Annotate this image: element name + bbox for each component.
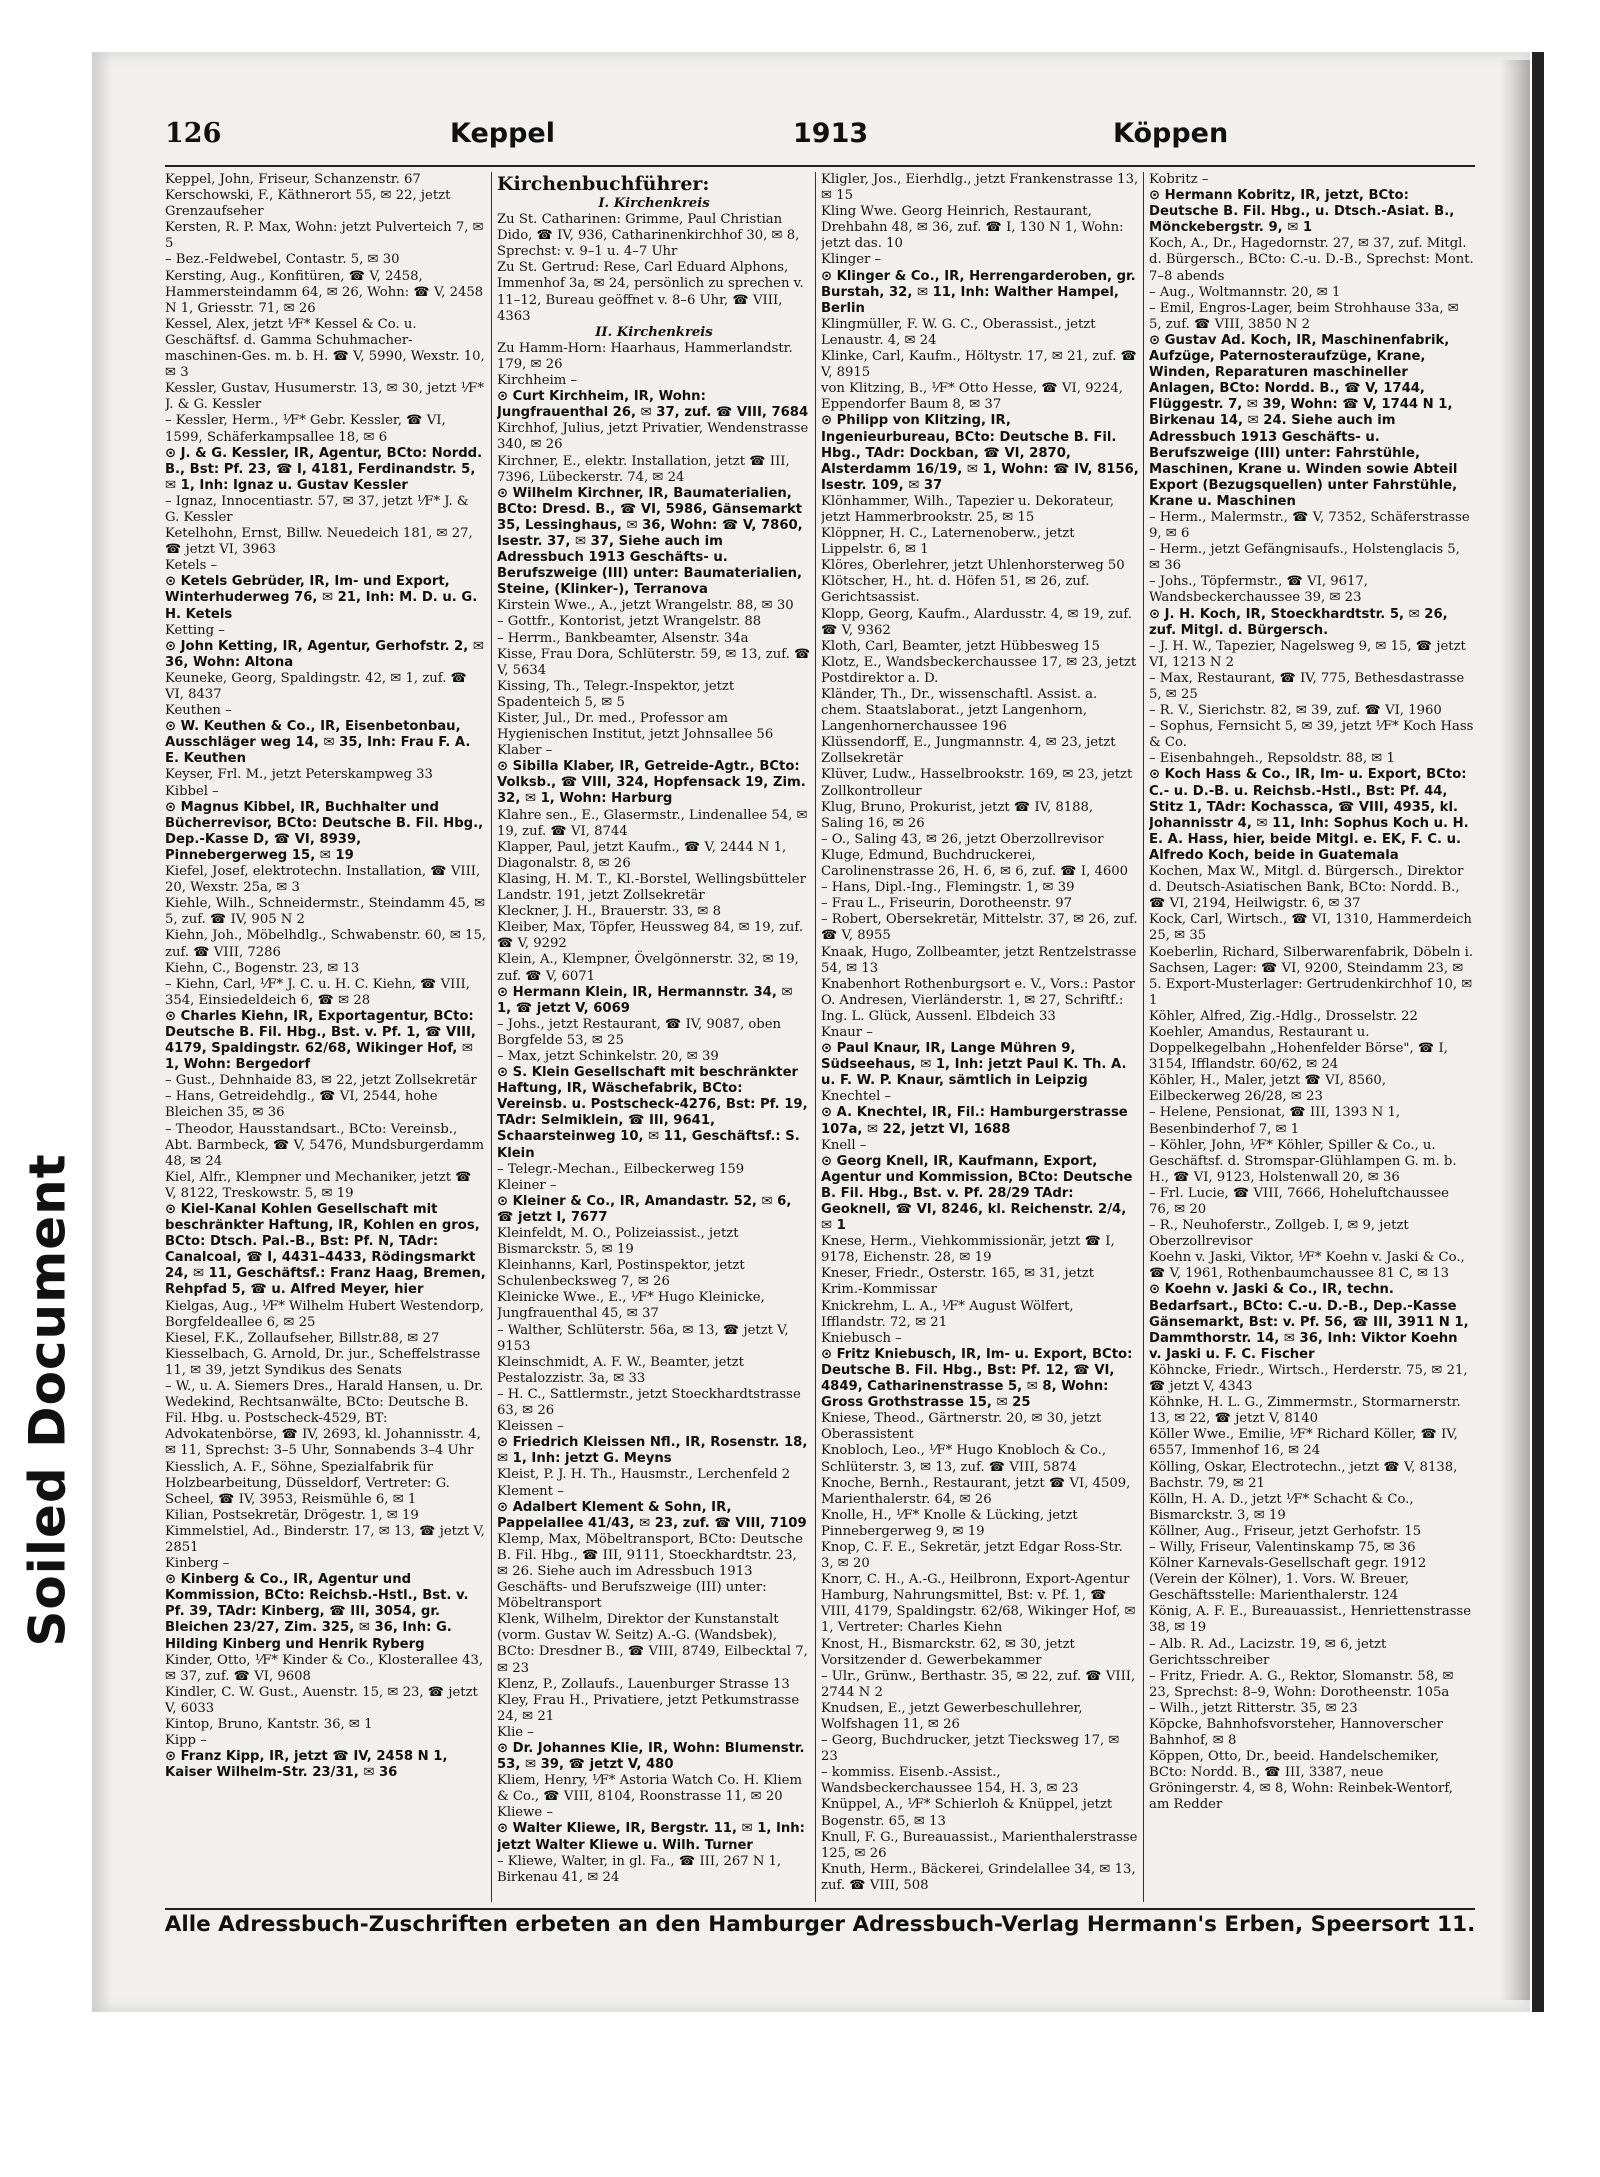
section-subheading: I. Kirchenkreis: [598, 196, 710, 211]
page-number: 126: [165, 118, 222, 149]
directory-entry: Knuth, Herm., Bäckerei, Grindelallee 34, ✉ 13, zuf. ☎ VIII, 508: [821, 1861, 1136, 1893]
directory-entry: Klingmüller, F. W. G. C., Oberassist., jetzt Lenaustr. 4, ✉ 24: [821, 316, 1096, 348]
section-heading: Kirchenbuchführer:: [497, 173, 710, 195]
column-1: [165, 172, 487, 1908]
directory-entry: Köppen, Otto, Dr., beeid. Handelschemiker, BCto: Nordd. B., ☎ III, 3387, neue Gröningerstr. 4, ✉ 8, Wohn: Reinbek-Wentorf, am Redder: [1149, 1749, 1453, 1813]
directory-entry: Kniebusch –: [821, 1330, 902, 1346]
directory-entry: ⊙ Franz Kipp, IR, jetzt ☎ IV, 2458 N 1, Kaiser Wilhelm-Str. 23/31, ✉ 36: [165, 1749, 448, 1781]
column-3: [821, 172, 1139, 1908]
directory-entry: ⊙ Magnus Kibbel, IR, Buchhalter und Bücherrevisor, BCto: Deutsche B. Fil. Hbg., Dep.-Kasse D, ☎ VI, 8939, Pinnebergerweg 15, ✉ 19: [165, 799, 484, 863]
directory-entry: Klemp, Max, Möbeltransport, BCto: Deutsche B. Fil. Hbg., ☎ III, 9111, Stoeckhardtstr. 23, ✉ 26. Siehe auch im Adressbuch 1913 Geschäfts- und Berufszweige (III) unter: Möbeltransport: [497, 1531, 803, 1612]
directory-entry: Knorr, C. H., A.-G., Heilbronn, Export-Agentur Hamburg, Nahrungsmittel, Bst: v. Pf. 1, ☎ VIII, 4179, Spaldingstr. 62/68, Wikinger Hof, ✉ 1, Vertreter: Charles Kiehn: [821, 1572, 1136, 1636]
directory-entry: – Max, jetzt Schinkelstr. 20, ✉ 39: [497, 1048, 719, 1064]
directory-entry: Ketelhohn, Ernst, Billw. Neuedeich 181, ✉ 27, ☎ jetzt VI, 3963: [165, 526, 473, 558]
directory-entry: – H. C., Sattlermstr., jetzt Stoeckhardtstrasse 63, ✉ 26: [497, 1386, 801, 1419]
directory-entry: ⊙ John Ketting, IR, Agentur, Gerhofstr. 2, ✉ 36, Wohn: Altona: [165, 638, 484, 670]
directory-entry: Klöppner, H. C., Laternenoberw., jetzt Lippelstr. 6, ✉ 1: [821, 526, 1075, 558]
directory-entry: Kiefel, Josef, elektrotechn. Installation, ☎ VIII, 20, Wexstr. 25a, ✉ 3: [165, 864, 481, 896]
directory-entry: Klement –: [497, 1483, 564, 1499]
directory-entry: Zu St. Catharinen: Grimme, Paul Christian Dido, ☎ IV, 936, Catharinenkirchhof 30, ✉ 8, Sprechst: v. 9–1 u. 4–7 Uhr: [497, 212, 800, 260]
directory-entry: Knudsen, E., jetzt Gewerbeschullehrer, Wolfshagen 11, ✉ 26: [821, 1700, 1083, 1732]
directory-entry: ⊙ Philipp von Klitzing, IR, Ingenieurbureau, BCto: Deutsche B. Fil. Hbg., TAdr: Dockban, ☎ VI, 2870, Alsterdamm 16/19, ✉ 1, Wohn: ☎ IV, 8156, Isestr. 109, ✉ 37: [821, 413, 1139, 493]
directory-entry: Knickrehm, L. A., ⅟F* August Wölfert, Ifflandstr. 72, ✉ 21: [821, 1298, 1074, 1330]
directory-entry: Kister, Jul., Dr. med., Professor am Hygienischen Institut, jetzt Johnsallee 56: [497, 711, 774, 743]
directory-entry: – Helene, Pensionat, ☎ III, 1393 N 1, Besenbinderhof 7, ✉ 1: [1149, 1105, 1401, 1137]
directory-entry: Kirchheim –: [497, 373, 578, 389]
directory-entry: Kleinicke Wwe., E., ⅟F* Hugo Kleinicke, Jungfrauenthal 45, ✉ 37: [497, 1290, 765, 1322]
directory-entry: Kimmelstiel, Ad., Binderstr. 17, ✉ 13, ☎ jetzt V, 2851: [165, 1523, 485, 1555]
directory-entry: Kligler, Jos., Eierhdlg., jetzt Frankenstrasse 13, ✉ 15: [821, 172, 1139, 204]
directory-entry: Kling Wwe. Georg Heinrich, Restaurant, Drehbahn 48, ✉ 36, zuf. ☎ I, 130 N 1, Wohn: jetzt das. 10: [821, 204, 1124, 252]
directory-entry: Keuneke, Georg, Spaldingstr. 42, ✉ 1, zuf. ☎ VI, 8437: [165, 670, 467, 702]
directory-entry: – Kessler, Herm., ⅟F* Gebr. Kessler, ☎ VI, 1599, Schäferkampsallee 18, ✉ 6: [165, 413, 446, 445]
directory-entry: Köpcke, Bahnhofsvorsteher, Hannoverscher Bahnhof, ✉ 8: [1149, 1717, 1443, 1749]
directory-entry: – W., u. A. Siemers Dres., Harald Hansen, u. Dr. Wedekind, Rechtsanwälte, BCto: Deutsche B. Fil. Hbg. u. Postscheck-4529, BT: Advokatenbörse, ☎ IV, 2693, kl. Johannisstr. 4, ✉ 11, Sprechst: 3–5 Uhr, Sonnabends 3–4 Uhr: [165, 1379, 484, 1459]
watermark-text: Soiled Document: [19, 1153, 78, 1647]
directory-entry: ⊙ Wilhelm Kirchner, IR, Baumaterialien, BCto: Dresd. B., ☎ VI, 5986, Gänsemarkt 35, Lessinghaus, ✉ 36, Wohn: ☎ V, 7860, Isestr. 37, ✉ 37, Siehe auch im Adressbuch 1913 Geschäfts- u. Berufszweige (III) unter: Baumaterialien, Steine, (Klinker-), Terranova: [497, 485, 803, 598]
footer-rule: [165, 1908, 1475, 1910]
directory-entry: Kley, Frau H., Privatiere, jetzt Petkumstrasse 24, ✉ 21: [497, 1692, 800, 1724]
directory-entry: Kliem, Henry, ⅟F* Astoria Watch Co. H. Kliem & Co., ☎ VIII, 8104, Roonstrasse 11, ✉ 20: [497, 1773, 802, 1805]
directory-entry: ⊙ Kinberg & Co., IR, Agentur und Kommission, BCto: Reichsb.-Hstl., Bst. v. Pf. 39, TAdr: Kinberg, ☎ III, 3054, gr. Bleichen 23/27, Zim. 325, ✉ 36, Inh: G. Hilding Kinberg und Henrik Ryberg: [165, 1572, 469, 1652]
directory-entry: ⊙ J. & G. Kessler, IR, Agentur, BCto: Nordd. B., Bst: Pf. 23, ☎ I, 4181, Ferdinandstr. 5, ✉ 1, Inh: Ignaz u. Gustav Kessler: [165, 445, 483, 493]
directory-entry: ⊙ Gustav Ad. Koch, IR, Maschinenfabrik, Aufzüge, Paternosteraufzüge, Krane, Winden, Reparaturen maschineller Anlagen, BCto: Nordd. B., ☎ V, 1744, Flüggestr. 7, ✉ 39, Wohn: ☎ V, 1744 N 1, Birkenau 14, ✉ 24. Siehe auch im Adressbuch 1913 Geschäfts- u. Berufszweige (III) unter: Fahrstühle, Maschinen, Krane u. Winden sowie Abteil Export (Bezugsquellen) unter Fahrstühle, Krane u. Maschinen: [1149, 332, 1458, 509]
directory-entry: – Kliewe, Walter, in gl. Fa., ☎ III, 267 N 1, Birkenau 41, ✉ 24: [497, 1853, 782, 1885]
directory-entry: Kessler, Gustav, Husumerstr. 13, ✉ 30, jetzt ⅟F* J. & G. Kessler: [165, 381, 484, 413]
directory-entry: Koch, A., Dr., Hagedornstr. 27, ✉ 37, zuf. Mitgl. d. Bürgersch., BCto: C.-u. D.-B., Sprechst: Mont. 7–8 abends: [1149, 236, 1474, 284]
directory-entry: Klenk, Wilhelm, Direktor der Kunstanstalt (vorm. Gustav W. Seitz) A.-G. (Wandsbek), BCto: Dresdner B., ☎ VIII, 8749, Eilbecktal 7, ✉ 23: [497, 1612, 808, 1676]
directory-entry: Kipp –: [165, 1733, 207, 1749]
directory-entry: Kiehn, Joh., Möbelhdlg., Schwabenstr. 60, ✉ 15, zuf. ☎ VIII, 7286: [165, 928, 487, 960]
directory-entry: Kleinschmidt, A. F. W., Beamter, jetzt Pestalozzistr. 3a, ✉ 33: [497, 1354, 744, 1386]
directory-entry: – Emil, Engros-Lager, beim Strohhause 33a, ✉ 5, zuf. ☎ VIII, 3850 N 2: [1149, 300, 1459, 332]
section-subheading: II. Kirchenkreis: [595, 324, 713, 340]
directory-entry: Klein, A., Klempner, Övelgönnerstr. 32, ✉ 19, zuf. ☎ V, 6071: [497, 952, 799, 984]
directory-entry: – Walther, Schlüterstr. 56a, ✉ 13, ☎ jetzt V, 9153: [497, 1322, 789, 1354]
directory-entry: Kochen, Max W., Mitgl. d. Bürgersch., Direktor d. Deutsch-Asiatischen Bank, BCto: Nordd. B., ☎ VI, 2194, Heilwigstr. 6, ✉ 37: [1149, 864, 1464, 912]
directory-entry: Knaur –: [821, 1024, 873, 1040]
directory-entry: Koehler, Amandus, Restaurant u. Doppelkegelbahn „Hohenfelder Börse", ☎ I, 3154, Ifflandstr. 60/62, ✉ 24: [1149, 1024, 1448, 1073]
directory-entry: Köhler, H., Maler, jetzt ☎ VI, 8560, Eilbeckerweg 26/28, ✉ 23: [1149, 1073, 1387, 1105]
directory-entry: ⊙ Georg Knell, IR, Kaufmann, Export, Agentur und Kommission, BCto: Deutsche B. Fil. Hbg., Bst. v. Pf. 28/29 TAdr: Geoknell, ☎ VI, 8246, kl. Reichenstr. 2/4, ✉ 1: [821, 1153, 1133, 1234]
directory-entry: Klönhammer, Wilh., Tapezier u. Dekorateur, jetzt Hammerbrookstr. 25, ✉ 15: [821, 493, 1115, 525]
directory-entry: Köhnke, H. L. G., Zimmermstr., Stormarnerstr. 13, ✉ 22, ☎ jetzt V, 8140: [1149, 1395, 1461, 1427]
directory-entry: Klasing, H. M. T., Kl.-Borstel, Wellingsbütteler Landstr. 191, jetzt Zollsekretär: [497, 871, 806, 904]
directory-entry: Kissing, Th., Telegr.-Inspektor, jetzt Spadenteich 5, ✉ 5: [497, 678, 735, 710]
directory-entry: ⊙ S. Klein Gesellschaft mit beschränkter Haftung, IR, Wäschefabrik, BCto: Vereinsb. u. Postscheck-4276, Bst: Pf. 19, TAdr: Selmiklein, ☎ III, 9641, Schaarsteinweg 10, ✉ 11, Geschäftsf.: S. Klein: [497, 1065, 808, 1161]
directory-entry: Klenz, P., Zollaufs., Lauenburger Strasse 13: [497, 1676, 790, 1692]
directory-entry: Klöres, Oberlehrer, jetzt Uhlenhorsterweg 50: [821, 558, 1125, 574]
directory-entry: Kneser, Friedr., Osterstr. 165, ✉ 31, jetzt Krim.-Kommissar: [821, 1266, 1094, 1298]
directory-entry: Kniese, Theod., Gärtnerstr. 20, ✉ 30, jetzt Oberassistent: [821, 1411, 1102, 1443]
directory-entry: Kölln, H. A. D., jetzt ⅟F* Schacht & Co., Bismarckstr. 3, ✉ 19: [1149, 1491, 1414, 1523]
directory-entry: Kleckner, J. H., Brauerstr. 33, ✉ 8: [497, 904, 722, 920]
directory-entry: König, A. F. E., Bureauassist., Henriettenstrasse 38, ✉ 19: [1149, 1604, 1472, 1636]
directory-entry: Kersten, R. P. Max, Wohn: jetzt Pulverteich 7, ✉ 5: [165, 220, 484, 252]
directory-entry: ⊙ Hermann Kobritz, IR, jetzt, BCto: Deutsche B. Fil. Hbg., u. Dtsch.-Asiat. B., Mönckebergstr. 9, ✉ 1: [1149, 188, 1455, 236]
directory-entry: Klötscher, H., ht. d. Höfen 51, ✉ 26, zuf. Gerichtsassist.: [821, 574, 1090, 606]
directory-entry: Kleiber, Max, Töpfer, Heussweg 84, ✉ 19, zuf. ☎ V, 9292: [497, 920, 804, 952]
directory-entry: Klopp, Georg, Kaufm., Alardusstr. 4, ✉ 19, zuf. ☎ V, 9362: [821, 606, 1132, 638]
directory-entry: – Aug., Woltmannstr. 20, ✉ 1: [1149, 284, 1341, 300]
directory-entry: Klapper, Paul, jetzt Kaufm., ☎ V, 2444 N 1, Diagonalstr. 8, ✉ 26: [497, 839, 787, 871]
directory-entry: Klüssendorff, E., Jungmannstr. 4, ✉ 23, jetzt Zollsekretär: [821, 735, 1116, 767]
directory-entry: ⊙ J. H. Koch, IR, Stoeckhardtstr. 5, ✉ 26, zuf. Mitgl. d. Bürgersch.: [1149, 606, 1448, 638]
watermark: [8, 1140, 88, 1660]
directory-entry: ⊙ Ketels Gebrüder, IR, Im- und Export, Winterhuderweg 76, ✉ 21, Inh: M. D. u. G. H. Ketels: [165, 574, 478, 622]
directory-entry: – R. V., Sierichstr. 82, ✉ 39, zuf. ☎ VI, 1960: [1149, 703, 1442, 719]
binding-gutter: [1500, 60, 1530, 2000]
directory-entry: Kersting, Aug., Konfitüren, ☎ V, 2458, Hammersteindamm 64, ✉ 26, Wohn: ☎ V, 2458 N 1, Griesstr. 71, ✉ 26: [165, 268, 484, 316]
directory-entry: Knull, F. G., Bureauassist., Marienthalerstrasse 125, ✉ 26: [821, 1829, 1138, 1861]
footer-notice: Alle Adressbuch-Zuschriften erbeten an den Hamburger Adressbuch-Verlag Hermann's Erben, Speersort 11.: [164, 1912, 1476, 1937]
year: 1913: [793, 118, 869, 149]
directory-entry: – Johs., jetzt Restaurant, ☎ IV, 9087, oben Borgfelde 53, ✉ 25: [497, 1016, 782, 1048]
directory-entry: – Theodor, Hausstandsart., BCto: Vereinsb., Abt. Barmbeck, ☎ V, 5476, Mundsburgerdamm 48, ✉ 24: [165, 1121, 484, 1169]
directory-entry: ⊙ Dr. Johannes Klie, IR, Wohn: Blumenstr. 53, ✉ 39, ☎ jetzt V, 480: [497, 1741, 805, 1773]
directory-entry: Knaak, Hugo, Zollbeamter, jetzt Rentzelstrasse 54, ✉ 13: [821, 944, 1137, 976]
directory-entry: Kisse, Frau Dora, Schlüterstr. 59, ✉ 13, zuf. ☎ V, 5634: [497, 646, 811, 678]
directory-entry: – Gust., Dehnhaide 83, ✉ 22, jetzt Zollsekretär: [165, 1073, 477, 1089]
directory-entry: ⊙ Adalbert Klement & Sohn, IR, Pappelallee 41/43, ✉ 23, zuf. ☎ VIII, 7109: [497, 1499, 807, 1531]
directory-entry: ⊙ Sibilla Klaber, IR, Getreide-Agtr., BCto: Volksb., ☎ VIII, 324, Hopfensack 19, Zim. 32, ✉ 1, Wohn: Harburg: [497, 759, 806, 807]
directory-entry: ⊙ Fritz Kniebusch, IR, Im- u. Export, BCto: Deutsche B. Fil. Hbg., Bst: Pf. 12, ☎ VI, 4849, Catharinenstrasse 5, ✉ 8, Wohn: Gross Grothstrasse 15, ✉ 25: [821, 1346, 1133, 1411]
directory-entry: ⊙ Hermann Klein, IR, Hermannstr. 34, ✉ 1, ☎ jetzt V, 6069: [497, 984, 793, 1016]
directory-entry: Knobloch, Leo., ⅟F* Hugo Knobloch & Co., Schlüterstr. 3, ✉ 13, zuf. ☎ VIII, 5874: [821, 1443, 1107, 1475]
directory-entry: Kluge, Edmund, Buchdruckerei, Carolinenstrasse 26, H. 6, ✉ 6, zuf. ☎ I, 4600: [821, 847, 1129, 880]
directory-entry: Kiesselbach, G. Arnold, Dr. jur., Scheffelstrasse 11, ✉ 39, jetzt Syndikus des Senats: [165, 1346, 481, 1378]
directory-entry: ⊙ Charles Kiehn, IR, Exportagentur, BCto: Deutsche B. Fil. Hbg., Bst. v. Pf. 1, ☎ VIII, 4179, Spaldingstr. 62/68, Wikinger Hof, ✉ 1, Wohn: Bergedorf: [165, 1008, 476, 1073]
directory-entry: Ketels –: [165, 558, 218, 574]
directory-entry: – J. H. W., Tapezier, Nagelsweg 9, ✉ 15, ☎ jetzt VI, 1213 N 2: [1149, 638, 1466, 670]
column-divider: [815, 172, 816, 1902]
directory-entry: – Köhler, John, ⅟F* Köhler, Spiller & Co., u. Geschäftsf. d. Stromspar-Glühlampen G. m. b. H., ☎ VI, 9123, Holstenwall 20, ✉ 36: [1149, 1137, 1457, 1185]
directory-entry: Kiesslich, A. F., Söhne, Spezialfabrik für Holzbearbeitung, Düsseldorf, Vertreter: G. Scheel, ☎ IV, 3953, Reismühle 6, ✉ 1: [165, 1459, 450, 1507]
directory-entry: Kliewe –: [497, 1805, 553, 1821]
directory-entry: ⊙ A. Knechtel, IR, Fil.: Hamburgerstrasse 107a, ✉ 22, jetzt VI, 1688: [821, 1105, 1128, 1137]
directory-entry: Kirchhof, Julius, jetzt Privatier, Wendenstrasse 340, ✉ 26: [497, 421, 809, 453]
page-shadow: [92, 52, 112, 2012]
directory-entry: Kiesel, F.K., Zollaufseher, Billstr.88, ✉ 27: [165, 1330, 440, 1346]
directory-entry: – R., Neuhoferstr., Zollgeb. I, ✉ 9, jetzt Oberzollrevisor: [1149, 1218, 1409, 1250]
directory-entry: Keyser, Frl. M., jetzt Peterskampweg 33: [165, 767, 433, 783]
directory-entry: – Frau L., Friseurin, Dorotheenstr. 97: [821, 896, 1072, 912]
column-divider: [491, 172, 492, 1902]
directory-entry: Köhler, Alfred, Zig.-Hdlg., Drosselstr. 22: [1149, 1008, 1418, 1024]
directory-entry: Köllner, Aug., Friseur, jetzt Gerhofstr. 15: [1149, 1523, 1422, 1539]
directory-entry: – Gottfr., Kontorist, jetzt Wrangelstr. 88: [497, 614, 762, 630]
directory-entry: Kiel, Alfr., Klempner und Mechaniker, jetzt ☎ V, 8122, Treskowstr. 5, ✉ 19: [165, 1169, 472, 1201]
directory-entry: Kleinfeldt, M. O., Polizeiassist., jetzt Bismarckstr. 5, ✉ 19: [497, 1226, 739, 1258]
directory-entry: ⊙ Koehn v. Jaski & Co., IR, techn. Bedarfsart., BCto: C.-u. D.-B., Dep.-Kasse Gänsemarkt, Bst: v. Pf. 56, ☎ III, 3911 N 1, Dammthorstr. 14, ✉ 36, Inh: Viktor Koehn v. Jaski u. F. C. Fischer: [1149, 1282, 1469, 1362]
directory-entry: Knolle, H., ⅟F* Knolle & Lücking, jetzt Pinnebergerweg 9, ✉ 19: [821, 1507, 1078, 1539]
directory-entry: ⊙ Curt Kirchheim, IR, Wohn: Jungfrauenthal 26, ✉ 37, zuf. ☎ VIII, 7684: [497, 389, 809, 421]
directory-entry: Kilian, Postsekretär, Drögestr. 1, ✉ 19: [165, 1507, 419, 1523]
directory-entry: Koehn v. Jaski, Viktor, ⅟F* Koehn v. Jaski & Co., ☎ V, 1961, Rothenbaumchaussee 81 C, ✉ 13: [1149, 1250, 1465, 1282]
page-header: [165, 118, 1475, 158]
directory-entry: Klinke, Carl, Kaufm., Höltystr. 17, ✉ 21, zuf. ☎ V, 8915: [821, 349, 1137, 381]
directory-entry: Knüppel, A., ⅟F* Schierloh & Knüppel, jetzt Bogenstr. 65, ✉ 13: [821, 1797, 1113, 1829]
directory-entry: Klaber –: [497, 743, 553, 759]
directory-entry: – Bez.-Feldwebel, Contastr. 5, ✉ 30: [165, 252, 400, 268]
directory-entry: – Ulr., Grünw., Berthastr. 35, ✉ 22, zuf. ☎ VIII, 2744 N 2: [821, 1668, 1136, 1700]
directory-entry: Keuthen –: [165, 703, 232, 719]
directory-entry: ⊙ Koch Hass & Co., IR, Im- u. Export, BCto: C.- u. D.-B. u. Reichsb.-Hstl., Bst: Pf. 44, Stitz 1, TAdr: Kochassca, ☎ VIII, 4935, kl. Johannisstr 4, ✉ 11, Inh: Sophus Koch u. H. E. A. Hass, hier, beide Mitgl. e. EK, F. C. u. Alfredo Koch, beide in Guatemala: [1149, 767, 1469, 863]
directory-entry: Köller Wwe., Emilie, ⅟F* Richard Köller, ☎ IV, 6557, Immenhof 16, ✉ 24: [1149, 1427, 1458, 1459]
directory-entry: – Frl. Lucie, ☎ VIII, 7666, Hoheluftchaussee 76, ✉ 20: [1149, 1185, 1449, 1217]
directory-entry: – O., Saling 43, ✉ 26, jetzt Oberzollrevisor: [821, 831, 1104, 847]
directory-entry: Klug, Bruno, Prokurist, jetzt ☎ IV, 8188, Saling 16, ✉ 26: [821, 799, 1094, 831]
directory-entry: Kleissen –: [497, 1419, 564, 1435]
directory-entry: Kländer, Th., Dr., wissenschaftl. Assist. a. chem. Staatslaborat., jetzt Langenhorn, Langenhornerchaussee 196: [821, 687, 1098, 735]
directory-entry: ⊙ Paul Knaur, IR, Lange Mühren 9, Südseehaus, ✉ 1, Inh: jetzt Paul K. Th. A. u. F. W. P. Knaur, sämtlich in Leipzig: [821, 1041, 1127, 1089]
column-divider: [1143, 172, 1144, 1902]
directory-entry: Kleinhanns, Karl, Postinspektor, jetzt Schulenbecksweg 7, ✉ 26: [497, 1258, 745, 1290]
directory-entry: Knost, H., Bismarckstr. 62, ✉ 30, jetzt Vorsitzender d. Gewerbekammer: [821, 1636, 1075, 1668]
directory-entry: – Eisenbahngeh., Repsoldstr. 88, ✉ 1: [1149, 751, 1395, 767]
directory-entry: Kobritz –: [1149, 172, 1209, 187]
directory-entry: – Georg, Buchdrucker, jetzt Tiecksweg 17, ✉ 23: [821, 1733, 1120, 1765]
directory-entry: – Ignaz, Innocentiastr. 57, ✉ 37, jetzt ⅟F* J. & G. Kessler: [165, 493, 469, 525]
directory-entry: Zu Hamm-Horn: Haarhaus, Hammerlandstr. 179, ✉ 26: [497, 340, 793, 372]
directory-entry: Kiehle, Wilh., Schneidermstr., Steindamm 45, ✉ 5, zuf. ☎ IV, 905 N 2: [165, 896, 486, 928]
directory-entry: Zu St. Gertrud: Rese, Carl Eduard Alphons, Immenhof 3a, ✉ 24, persönlich zu sprechen v. 11–12, Bureau geöffnet v. 8–6 Uhr, ☎ VIII, 4363: [497, 260, 804, 324]
directory-entry: Kleiner –: [497, 1177, 557, 1193]
directory-entry: – Herm., jetzt Gefängnisaufs., Holstenglacis 5, ✉ 36: [1149, 542, 1460, 574]
directory-entry: Köhncke, Friedr., Wirtsch., Herderstr. 75, ✉ 21, ☎ jetzt V, 4343: [1149, 1362, 1468, 1395]
directory-entry: – Max, Restaurant, ☎ IV, 775, Bethesdastrasse 5, ✉ 25: [1149, 670, 1465, 702]
directory-entry: Klie –: [497, 1724, 534, 1740]
directory-entry: Kölner Karnevals-Gesellschaft gegr. 1912 (Verein der Kölner), 1. Vors. W. Breuer, Geschäftsstelle: Marienthalerstr. 124: [1149, 1556, 1427, 1604]
directory-entry: – Wilh., jetzt Ritterstr. 35, ✉ 23: [1149, 1700, 1358, 1716]
directory-entry: Kleist, P. J. H. Th., Hausmstr., Lerchenfeld 2: [497, 1467, 791, 1483]
directory-entry: Kölling, Oskar, Electrotechn., jetzt ☎ V, 8138, Bachstr. 79, ✉ 21: [1149, 1459, 1458, 1491]
directory-entry: Kindler, C. W. Gust., Auenstr. 15, ✉ 23, ☎ jetzt V, 6033: [165, 1684, 478, 1716]
directory-entry: – Alb. R. Ad., Lacizstr. 19, ✉ 6, jetzt Gerichtsschreiber: [1149, 1636, 1387, 1668]
directory-entry: ⊙ Kiel-Kanal Kohlen Gesellschaft mit beschränkter Haftung, IR, Kohlen en gros, BCto: Dtsch. Pal.-B., Bst: Pf. N, TAdr: Canalcoal, ☎ I, 4431–4433, Rödingsmarkt 24, ✉ 11, Geschäftsf.: Franz Haag, Bremen, Rehpfad 5, ☎ u. Alfred Meyer, hier: [165, 1202, 486, 1298]
directory-entry: – Herrm., Bankbeamter, Alsenstr. 34a: [497, 630, 749, 646]
directory-entry: Ketting –: [165, 622, 225, 638]
directory-entry: Koeberlin, Richard, Silberwarenfabrik, Döbeln i. Sachsen, Lager: ☎ VI, 9200, Steindamm 23, ✉ 5. Export-Musterlager: Gertrudenkirchhof 10, ✉ 1: [1149, 944, 1474, 1008]
column-2: [497, 172, 811, 1908]
directory-entry: Kinberg –: [165, 1556, 230, 1572]
directory-entry: Keppel, John, Friseur, Schanzenstr. 67: [165, 172, 421, 187]
directory-entry: ⊙ W. Keuthen & Co., IR, Eisenbetonbau, Ausschläger weg 14, ✉ 35, Inh: Frau F. A. E. Keuthen: [165, 719, 471, 767]
directory-entry: – Hans, Getreidehdlg., ☎ VI, 2544, hohe Bleichen 35, ✉ 36: [165, 1089, 438, 1121]
directory-entry: Knoche, Bernh., Restaurant, jetzt ☎ VI, 4509, Marienthalerstr. 64, ✉ 26: [821, 1475, 1131, 1507]
directory-entry: – Hans, Dipl.-Ing., Flemingstr. 1, ✉ 39: [821, 880, 1075, 896]
first-entry-word: Keppel: [450, 118, 555, 149]
page-edge: [1532, 52, 1544, 2012]
header-rule: [165, 165, 1475, 167]
directory-entry: Klüver, Ludw., Hasselbrookstr. 169, ✉ 23, jetzt Zollkontrolleur: [821, 767, 1133, 799]
directory-entry: Knabenhort Rothenburgsort e. V., Vors.: Pastor O. Andresen, Vierländerstr. 1, ✉ 27, Schriftf.: Ing. L. Glück, Aussenl. Elbdeich 33: [821, 976, 1135, 1024]
directory-entry: Kielgas, Aug., ⅟F* Wilhelm Hubert Westendorp, Borgfeldeallee 6, ✉ 25: [165, 1298, 484, 1330]
directory-entry: ⊙ Friedrich Kleissen Nfl., IR, Rosenstr. 18, ✉ 1, Inh: jetzt G. Meyns: [497, 1435, 808, 1467]
directory-entry: Klinger –: [821, 252, 882, 268]
directory-entry: – Robert, Obersekretär, Mittelstr. 37, ✉ 26, zuf. ☎ V, 8955: [821, 912, 1138, 944]
directory-entry: Kirstein Wwe., A., jetzt Wrangelstr. 88, ✉ 30: [497, 598, 794, 614]
directory-entry: Kibbel –: [165, 783, 219, 799]
directory-entry: Knese, Herm., Viehkommissionär, jetzt ☎ I, 9178, Eichenstr. 28, ✉ 19: [821, 1234, 1115, 1266]
directory-entry: Kloth, Carl, Beamter, jetzt Hübbesweg 15: [821, 638, 1100, 654]
directory-entry: Kessel, Alex, jetzt ⅟F* Kessel & Co. u. Geschäftsf. d. Gamma Schuhmacher-maschinen-Ges. m. b. H. ☎ V, 5990, Wexstr. 10, ✉ 3: [165, 316, 485, 381]
column-4: [1149, 172, 1474, 1908]
directory-entry: Kiehn, C., Bogenstr. 23, ✉ 13: [165, 960, 360, 976]
directory-entry: Knechtel –: [821, 1089, 892, 1105]
directory-entry: Kinder, Otto, ⅟F* Kinder & Co., Klosterallee 43, ✉ 37, zuf. ☎ VI, 9608: [165, 1652, 484, 1684]
directory-entry: – Sophus, Fernsicht 5, ✉ 39, jetzt ⅟F* Koch Hass & Co.: [1149, 719, 1474, 751]
directory-entry: von Klitzing, B., ⅟F* Otto Hesse, ☎ VI, 9224, Eppendorfer Baum 8, ✉ 37: [821, 381, 1123, 413]
directory-entry: Kintop, Bruno, Kantstr. 36, ✉ 1: [165, 1717, 373, 1732]
directory-entry: Knell –: [821, 1137, 867, 1153]
directory-entry: – Willy, Friseur, Valentinskamp 75, ✉ 36: [1149, 1539, 1416, 1555]
directory-entry: – Kiehn, Carl, ⅟F* J. C. u. H. C. Kiehn, ☎ VIII, 354, Einsiedeldeich 6, ☎ ✉ 28: [165, 976, 470, 1008]
directory-entry: ⊙ Walter Kliewe, IR, Bergstr. 11, ✉ 1, Inh: jetzt Walter Kliewe u. Wilh. Turner: [497, 1821, 805, 1853]
directory-entry: – Herm., Malermstr., ☎ V, 7352, Schäferstrasse 9, ✉ 6: [1149, 509, 1470, 542]
directory-entry: – Fritz, Friedr. A. G., Rektor, Slomanstr. 58, ✉ 23, Sprechst: 8–9, Wohn: Dorotheenstr. 105a: [1149, 1668, 1454, 1700]
directory-entry: – kommiss. Eisenb.-Assist., Wandsbeckerchaussee 154, H. 3, ✉ 23: [821, 1765, 1079, 1797]
directory-entry: – Johs., Töpfermstr., ☎ VI, 9617, Wandsbeckerchaussee 39, ✉ 23: [1149, 574, 1368, 606]
directory-entry: ⊙ Klinger & Co., IR, Herrengarderoben, gr. Burstah, 32, ✉ 11, Inh: Walther Hampel, Berlin: [821, 268, 1136, 316]
directory-entry: ⊙ Kleiner & Co., IR, Amandastr. 52, ✉ 6, ☎ jetzt I, 7677: [497, 1193, 792, 1225]
directory-entry: Kirchner, E., elektr. Installation, jetzt ☎ III, 7396, Lübeckerstr. 74, ✉ 24: [497, 453, 790, 485]
directory-entry: Kerschowski, F., Käthnerort 55, ✉ 22, jetzt Grenzaufseher: [165, 188, 451, 220]
directory-entry: Kock, Carl, Wirtsch., ☎ VI, 1310, Hammerdeich 25, ✉ 35: [1149, 912, 1472, 944]
directory-entry: – Telegr.-Mechan., Eilbeckerweg 159: [497, 1161, 745, 1177]
directory-entry: Knop, C. F. E., Sekretär, jetzt Edgar Ross-Str. 3, ✉ 20: [821, 1539, 1123, 1572]
directory-entry: Klotz, E., Wandsbeckerchaussee 17, ✉ 23, jetzt Postdirektor a. D.: [821, 654, 1137, 686]
directory-entry: Klahre sen., E., Glasermstr., Lindenallee 54, ✉ 19, zuf. ☎ VI, 8744: [497, 807, 808, 839]
last-entry-word: Köppen: [1113, 118, 1229, 149]
